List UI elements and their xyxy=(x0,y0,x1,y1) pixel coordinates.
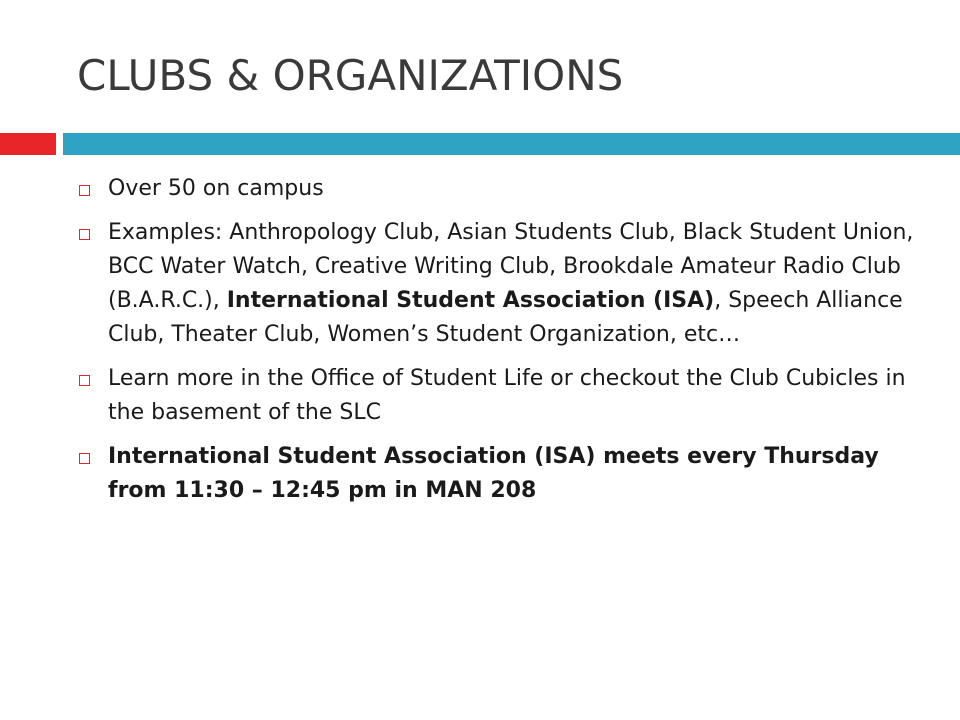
bullet-item-campus-count xyxy=(76,172,936,206)
bullet-text: International Student Association (ISA) meets every Thursday from 11:30 – 12:45 pm in MAN 208 xyxy=(108,444,879,503)
square-bullet-icon xyxy=(79,375,90,386)
accent-bar-blue xyxy=(63,133,960,155)
square-bullet-icon xyxy=(79,453,90,464)
bullet-list xyxy=(76,172,936,518)
accent-bar-red xyxy=(0,133,56,155)
bullet-text: Examples: Anthropology Club, Asian Students Club, Black Student Union, BCC Water Watch, Creative Writing Club, Brookdale Amateur Radio Club (B.A.R.C.), xyxy=(108,220,914,313)
bullet-bold-text: International Student Association (ISA) xyxy=(226,288,715,313)
bullet-item-learn-more xyxy=(76,362,936,430)
bullet-text: Learn more in the Office of Student Life or checkout the Club Cubicles in the basement of the SLC xyxy=(108,366,906,425)
square-bullet-icon xyxy=(79,185,90,196)
slide-title: CLUBS & ORGANIZATIONS xyxy=(77,51,624,100)
bullet-item-examples xyxy=(76,216,936,352)
square-bullet-icon xyxy=(79,229,90,240)
bullet-text-continued: , Speech Alliance Club, Theater Club, Women’s Student Organization, etc… xyxy=(108,288,903,347)
bullet-text: Over 50 on campus xyxy=(108,176,324,201)
bullet-item-isa-meeting xyxy=(76,440,936,508)
